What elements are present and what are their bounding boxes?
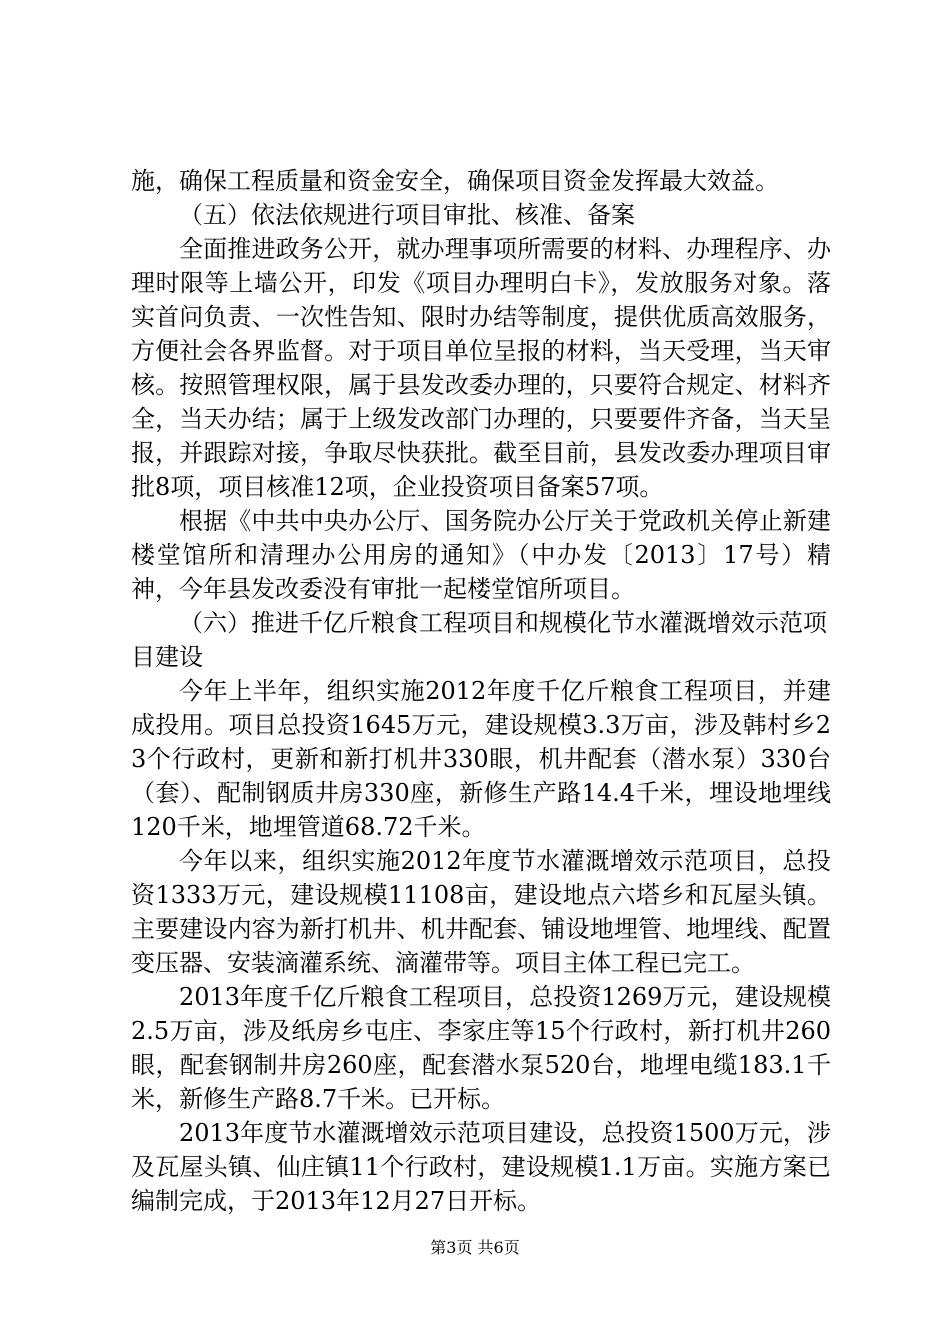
document-body <box>131 164 831 1218</box>
paragraph-grain-project-2013: 2013年度千亿斤粮食工程项目，总投资1269万元，建设规模2.5万亩，涉及纸房乡屯庄、李家庄等15个行政村，新打机井260眼，配套钢制井房260座，配套潜水泵520台，地埋电缆183.1千米，新修生产路8.7千米。已开标。 <box>131 983 831 1113</box>
section-heading-5: （五）依法依规进行项目审批、核准、备案 <box>179 201 635 229</box>
paragraph-building-notice: 根据《中共中央办公厅、国务院办公厅关于党政机关停止新建楼堂馆所和清理办公用房的通知》（中办发〔2013〕17号）精神，今年县发改委没有审批一起楼堂馆所项目。 <box>131 507 831 603</box>
paragraph-continued: 施，确保工程质量和资金安全，确保项目资金发挥最大效益。 <box>131 167 779 195</box>
page-number-footer: 第3页 共6页 <box>430 1238 520 1257</box>
paragraph-public-affairs: 全面推进政务公开，就办理事项所需要的材料、办理程序、办理时限等上墙公开，印发《项目办理明白卡》，发放服务对象。落实首问负责、一次性告知、限时办结等制度，提供优质高效服务，方便社会各界监督。对于项目单位呈报的材料，当天受理，当天审核。按照管理权限，属于县发改委办理的，只要符合规定、材料齐全，当天办结；属于上级发改部门办理的，只要要件齐备，当天呈报，并跟踪对接，争取尽快获批。截至目前，县发改委办理项目审批8项，项目核准12项，企业投资项目备案57项。 <box>131 235 831 501</box>
paragraph-irrigation-project-2013: 2013年度节水灌溉增效示范项目建设，总投资1500万元，涉及瓦屋头镇、仙庄镇11个行政村，建设规模1.1万亩。实施方案已编制完成，于2013年12月27日开标。 <box>131 1119 831 1215</box>
section-heading-6: （六）推进千亿斤粮食工程项目和规模化节水灌溉增效示范项目建设 <box>131 609 827 671</box>
paragraph-grain-project-2012: 今年上半年，组织实施2012年度千亿斤粮食工程项目，并建成投用。项目总投资1645万元，建设规模3.3万亩，涉及韩村乡23个行政村，更新和新打机井330眼，机井配套（潜水泵）330台（套）、配制钢质井房330座，新修生产路14.4千米，埋设地埋线120千米，地埋管道68.72千米。 <box>131 677 831 841</box>
paragraph-irrigation-project-2012: 今年以来，组织实施2012年度节水灌溉增效示范项目，总投资1333万元，建设规模11108亩，建设地点六塔乡和瓦屋头镇。主要建设内容为新打机井、机井配套、铺设地埋管、地埋线、配置变压器、安装滴灌系统、滴灌带等。项目主体工程已完工。 <box>131 847 831 977</box>
